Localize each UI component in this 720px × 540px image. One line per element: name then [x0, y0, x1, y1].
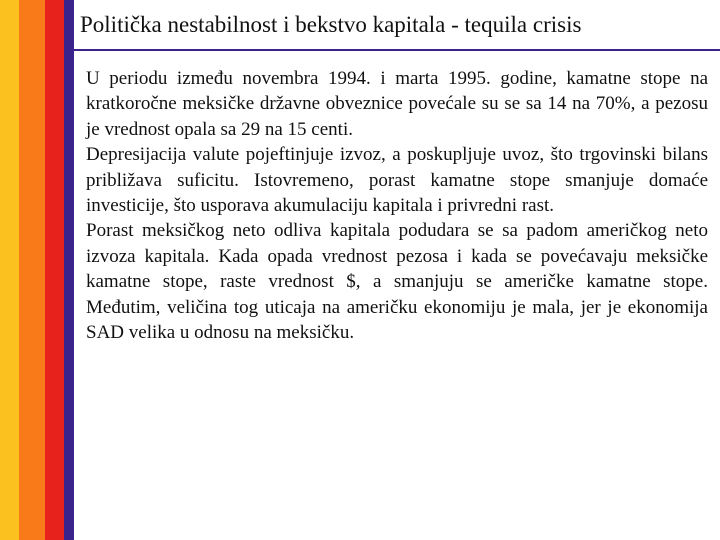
content-left-divider — [73, 0, 74, 540]
decorative-stripe-orange — [19, 0, 45, 540]
slide-title: Politička nestabilnost i bekstvo kapitala - tequila crisis — [80, 12, 582, 37]
decorative-stripe-purple — [64, 0, 73, 540]
paragraph-interest-rates: U periodu između novembra 1994. i marta 1995. godine, kamatne stope na kratkoročne meksičke državne obveznice povećale su se sa 14 na 70%, a pezosu je vrednost opala sa 29 na 15 centi. — [86, 68, 708, 140]
paragraph-capital-outflow: Porast meksičkog neto odliva kapitala podudara se sa padom američkog neto izvoza kapitala. Kada opada vrednost pezosa i kada se povećavaju meksičke kamatne stope, raste vrednost $, a smanjuju se američke kamatne stope. Međutim, veličina tog uticaja na američku ekonomiju je mala, jer je ekonomija SAD velika u odnosu na meksičku. — [86, 220, 708, 344]
slide-body — [86, 66, 708, 345]
paragraph-depreciation: Depresijacija valute pojeftinjuje izvoz, a poskupljuje uvoz, što trgovinski bilans približava suficitu. Istovremeno, porast kamatne stope smanjuje domaće investicije, što usporava akumulaciju kapitala i privredni rast. — [86, 144, 708, 217]
title-underline-divider — [73, 49, 720, 51]
decorative-stripe-yellow — [0, 0, 19, 540]
decorative-stripe-red — [45, 0, 64, 540]
